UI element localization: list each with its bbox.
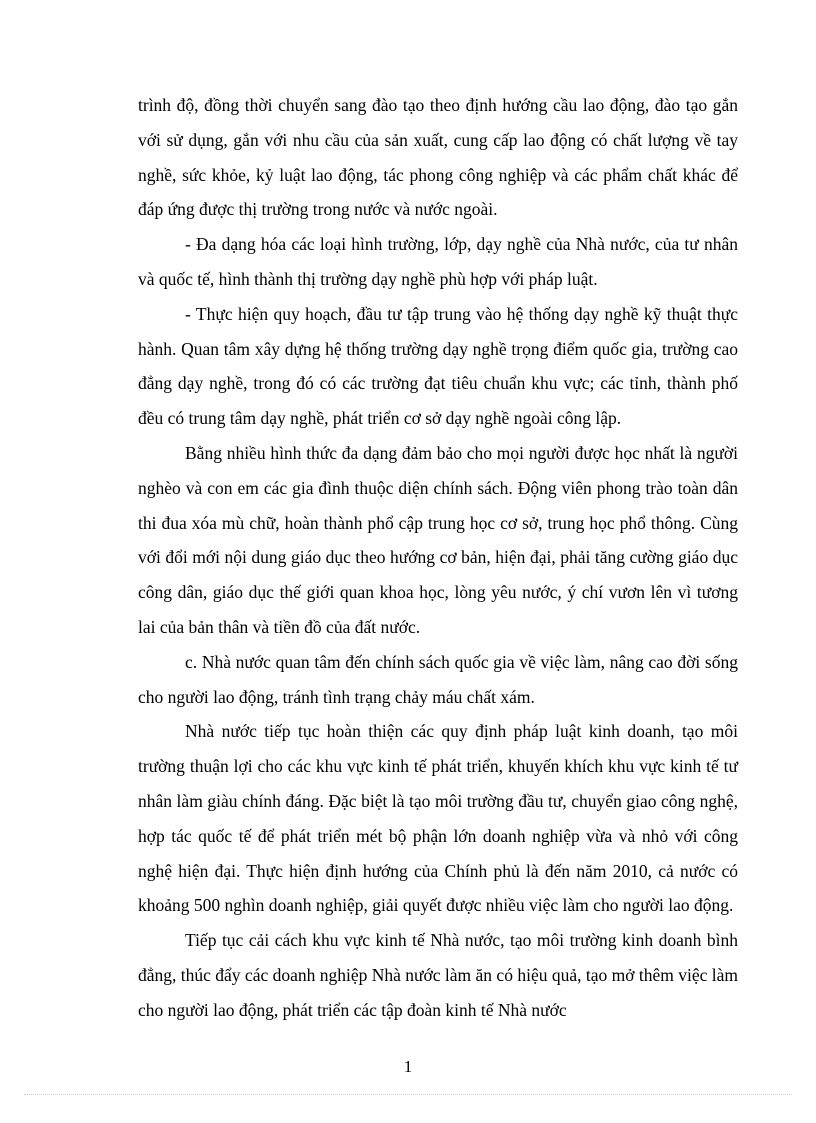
paragraph-planning-investment: - Thực hiện quy hoạch, đầu tư tập trung vào hệ thống dạy nghề kỹ thuật thực hành. Quan tâm xây dựng hệ thống trường dạy nghề trọng điểm quốc gia, trường cao đẳng dạy nghề, trong đó có các trường đạt tiêu chuẩn khu vực; các tỉnh, thành phố đều có trung tâm dạy nghề, phát triển cơ sở dạy nghề ngoài công lập.	[138, 303, 738, 429]
paragraph-diversify-schools: - Đa dạng hóa các loại hình trường, lớp, dạy nghề của Nhà nước, của tư nhân và quốc tế, hình thành thị trường dạy nghề phù hợp với pháp luật.	[138, 234, 738, 289]
paragraph-education-forms: Bằng nhiều hình thức đa dạng đảm bảo cho mọi người được học nhất là người nghèo và con em các gia đình thuộc diện chính sách. Động viên phong trào toàn dân thi đua xóa mù chữ, hoàn thành phổ cập trung học cơ sở, trung học phổ thông. Cùng với đổi mới nội dung giáo dục theo hướng cơ bản, hiện đại, phải tăng cường giáo dục công dân, giáo dục thế giới quan khoa học, lòng yêu nước, ý chí vươn lên vì tương lai của bản thân và tiền đồ của đất nước.	[138, 442, 738, 637]
paragraph-employment-policy: c. Nhà nước quan tâm đến chính sách quốc gia về việc làm, nâng cao đời sống cho người lao động, tránh tình trạng chảy máu chất xám.	[138, 651, 738, 707]
paragraph-business-law: Nhà nước tiếp tục hoàn thiện các quy định pháp luật kinh doanh, tạo môi trường thuận lợi cho các khu vực kinh tế phát triển, khuyến khích khu vực kinh tế tư nhân làm giàu chính đáng. Đặc biệt là tạo môi trường đầu tư, chuyển giao công nghệ, hợp tác quốc tế để phát triển mét bộ phận lớn doanh nghiệp vừa và nhỏ với công nghệ hiện đại. Thực hiện định hướng của Chính phủ là đến năm 2010, cả nước có khoảng 500 nghìn doanh nghiệp, giải quyết được nhiều việc làm cho người lao động.	[138, 721, 738, 916]
document-body	[138, 88, 738, 1028]
page-number: 1	[403, 1057, 413, 1076]
paragraph-state-sector-reform: Tiếp tục cải cách khu vực kinh tế Nhà nước, tạo môi trường kinh doanh bình đẳng, thúc đẩy các doanh nghiệp Nhà nước làm ăn có hiệu quả, tạo mở thêm việc làm cho người lao động, phát triển các tập đoàn kinh tế Nhà nước	[138, 930, 738, 1020]
paragraph-vocational-training-demand: trình độ, đồng thời chuyển sang đào tạo theo định hướng cầu lao động, đào tạo gắn với sử dụng, gắn với nhu cầu của sản xuất, cung cấp lao động có chất lượng về tay nghề, sức khỏe, kỷ luật lao động, tác phong công nghiệp và các phẩm chất khác để đáp ứng được thị trường trong nước và nước ngoài.	[138, 95, 738, 220]
footer-divider	[24, 1094, 792, 1095]
